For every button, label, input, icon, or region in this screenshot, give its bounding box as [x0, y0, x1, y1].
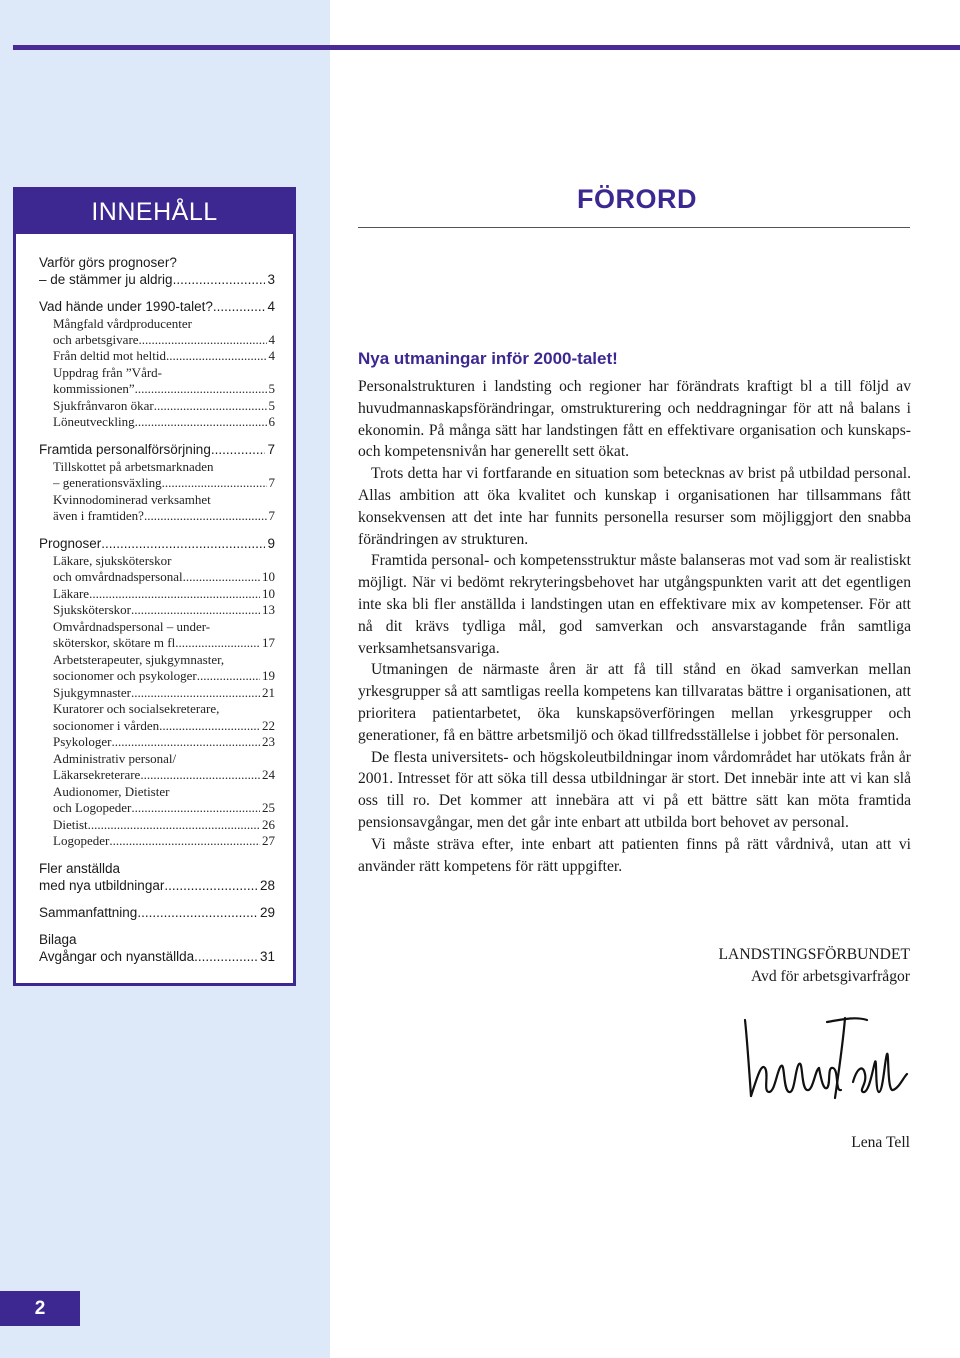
toc-leader-dots [173, 272, 266, 287]
toc-entry [53, 348, 275, 364]
toc-entry [53, 685, 275, 701]
toc-entry [53, 652, 275, 668]
toc-entry [53, 784, 275, 800]
toc-entry-page: 5 [268, 398, 275, 413]
toc-entry-label: Läkarsekreterare [53, 767, 141, 782]
toc-entry-page: 10 [262, 586, 275, 601]
toc-entry [53, 734, 275, 750]
toc-entry-label: – generationsväxling [53, 475, 162, 490]
toc-leader-dots [164, 878, 258, 893]
toc-entry-page: 27 [262, 833, 275, 848]
toc-entry-label: Kvinnodominerad verksamhet [53, 492, 211, 507]
toc-entry-label: kommissionen” [53, 381, 135, 396]
toc-entry-label: Prognoser [39, 536, 102, 551]
toc-entry [53, 475, 275, 491]
toc-entry [39, 272, 275, 287]
toc-entry-label: Uppdrag från ”Vård- [53, 365, 163, 380]
toc-leader-dots [197, 668, 260, 684]
toc-entry-label: och Logopeder [53, 800, 132, 815]
toc-entry-label: Fler anställda [39, 861, 121, 876]
toc-entry [53, 619, 275, 635]
toc-entry-label: Från deltid mot heltid [53, 348, 167, 363]
toc-entry [53, 381, 275, 397]
toc-entry-page: 5 [268, 381, 275, 396]
toc-entry-label: Avgångar och nyanställda [39, 949, 195, 964]
toc-title: INNEHÅLL [16, 190, 293, 234]
toc-entry-page: 9 [267, 536, 275, 551]
toc-entry [53, 635, 275, 651]
toc-entry-label: Psykologer [53, 734, 112, 749]
toc-leader-dots [144, 508, 267, 524]
toc-entry [53, 459, 275, 475]
foreword-subheading: Nya utmaningar inför 2000-talet! [358, 349, 618, 368]
toc-entry [53, 414, 275, 430]
toc-entry [53, 492, 275, 508]
toc-entry-page: 7 [267, 442, 275, 457]
toc-entry [39, 949, 275, 964]
toc-entry-label: Administrativ personal/ [53, 751, 177, 766]
toc-leader-dots [211, 442, 266, 457]
toc-entry [53, 767, 275, 783]
paragraph: Personalstrukturen i landsting och regioner har förändrats kraftigt bl a till följd av huvudmannaskapsförändringar, omstrukturering och neddragningar för att nå balans i ekonomin. På många sätt har landstingen fått en effektivare organisation och kunskaps- och kompetensnivån har generellt sett ökat. [358, 378, 911, 461]
foreword-body [358, 376, 911, 877]
signer-department: Avd för arbetsgivarfrågor [750, 967, 910, 985]
toc-entry-label: Sjukfrånvaron ökar [53, 398, 154, 413]
toc-entry-page: 31 [259, 949, 275, 964]
toc-leader-dots [194, 949, 258, 964]
toc-entry-label: och omvårdnadspersonal [53, 569, 183, 584]
foreword-title: FÖRORD [577, 184, 697, 214]
toc-leader-dots [109, 833, 260, 849]
toc-entry-label: och arbetsgivare [53, 332, 139, 347]
toc-entry-page: 10 [262, 569, 275, 584]
page-number: 2 [0, 1291, 80, 1326]
toc-leader-dots [101, 536, 265, 551]
toc-leader-dots [88, 817, 260, 833]
toc-leader-dots [131, 800, 260, 816]
toc-entry [39, 861, 275, 876]
toc-entry [39, 299, 275, 314]
toc-entry-label: Bilaga [39, 932, 77, 947]
toc-entry [53, 833, 275, 849]
toc-entry [39, 878, 275, 893]
signer-organization: LANDSTINGSFÖRBUNDET [718, 946, 910, 963]
toc-entry [39, 255, 275, 270]
toc-entry [53, 398, 275, 414]
toc-entry-label: Sjuksköterskor [53, 602, 131, 617]
toc-leader-dots [139, 332, 267, 348]
toc-entry [53, 668, 275, 684]
signer-block [719, 944, 910, 987]
toc-leader-dots [213, 299, 266, 314]
toc-entry-page: 21 [262, 685, 275, 700]
toc-entry-label: även i framtiden? [53, 508, 144, 523]
toc-leader-dots [135, 381, 267, 397]
toc-entry [53, 553, 275, 569]
toc-entry-label: Sammanfattning [39, 905, 138, 920]
toc-entry-page: 22 [262, 718, 275, 733]
title-divider [358, 227, 910, 228]
toc-entry [39, 905, 275, 920]
toc-box [13, 187, 296, 986]
toc-entry-label: Arbetsterapeuter, sjukgymnaster, [53, 652, 225, 667]
toc-entry-label: Löneutveckling [53, 414, 135, 429]
toc-entry-label: med nya utbildningar [39, 878, 165, 893]
toc-leader-dots [154, 398, 267, 414]
toc-leader-dots [135, 414, 267, 430]
toc-entry-page: 28 [259, 878, 275, 893]
toc-leader-dots [166, 348, 266, 364]
toc-leader-dots [175, 635, 260, 651]
toc-entry-page: 17 [262, 635, 275, 650]
top-rule [13, 45, 960, 50]
paragraph: Utmaningen de närmaste åren är att få till stånd en ökad samverkan mellan yrkesgrupper så att samtligas reella kompetens kan tillvaratas bättre i organisationen, att prioritera patientarbetet, öka kunskapsöverföringen mellan yrkesgrupper och generationer, få en bättre arbetsmiljö och ökad tillfredsställelse i jobbet för personalen. [358, 661, 911, 744]
toc-entry-page: 29 [259, 905, 275, 920]
toc-entry-label: Varför görs prognoser? [39, 255, 177, 270]
toc-entry [53, 718, 275, 734]
toc-entry [53, 365, 275, 381]
toc-entry-page: 26 [262, 817, 275, 832]
toc-entry [53, 817, 275, 833]
handwritten-signature [735, 1008, 915, 1103]
toc-entry [39, 932, 275, 947]
toc-entry-page: 3 [267, 272, 275, 287]
toc-entry-label: Omvårdnadspersonal – under- [53, 619, 211, 634]
toc-entry [53, 508, 275, 524]
toc-entry [53, 751, 275, 767]
toc-entry [53, 701, 275, 717]
toc-leader-dots [159, 718, 260, 734]
toc-entry [53, 316, 275, 332]
toc-leader-dots [140, 767, 260, 783]
toc-entry-label: Tillskottet på arbetsmarknaden [53, 459, 214, 474]
toc-entry-label: Mångfald vårdproducenter [53, 316, 192, 331]
toc-entry-label: – de stämmer ju aldrig [39, 272, 173, 287]
paragraph: Trots detta har vi fortfarande en situation som betecknas av brist på utbildad personal. Allas ambition att öka kvalitet och kunskap i organisationen har tillsammans fått konsekvensen att det inte har funnits personella resurser som möjliggjort den snabba förändringen av strukturen. [358, 465, 911, 548]
toc-leader-dots [131, 685, 260, 701]
toc-leader-dots [112, 734, 261, 750]
signer-name: Lena Tell [851, 1134, 910, 1151]
toc-entry [53, 332, 275, 348]
toc-entry-page: 13 [262, 602, 275, 617]
toc-entry-page: 6 [268, 414, 275, 429]
toc-leader-dots [162, 475, 267, 491]
paragraph: Framtida personal- och kompetensstruktur måste balanseras mot vad som är realistiskt möjligt. När vi bedömt rekryteringsbehovet har utgångspunkten varit att det egentligen inte ska bli fler anställda i landstingen utan en effektivare mix av kompetenser. För att nå dit krävs tydliga mål, god samverkan och ansvarstagande från samtliga verksamhetsansvariga. [358, 552, 911, 657]
toc-entry [39, 536, 275, 551]
paragraph: Vi måste sträva efter, inte enbart att patienten finns på rätt vårdnivå, utan att vi använder rätt kompetens för rätt uppgifter. [358, 835, 911, 875]
toc-entry-label: Vad hände under 1990-talet? [39, 299, 213, 314]
toc-entry-label: socionomer och psykologer [53, 668, 197, 683]
toc-entry-label: Logopeder [53, 833, 110, 848]
toc-entry [39, 442, 275, 457]
toc-entry-label: socionomer i vården [53, 718, 160, 733]
toc-entry-label: Framtida personalförsörjning [39, 442, 211, 457]
toc-leader-dots [131, 602, 260, 618]
toc-entry-page: 23 [262, 734, 275, 749]
toc-entry-label: Kuratorer och socialsekreterare, [53, 701, 220, 716]
toc-leader-dots [137, 905, 258, 920]
toc-entry-page: 25 [262, 800, 275, 815]
toc-entry-page: 24 [262, 767, 275, 782]
toc-entry [53, 569, 275, 585]
toc-entry-page: 4 [268, 348, 275, 363]
toc-entry-label: Dietist [53, 817, 88, 832]
toc-leader-dots [183, 569, 260, 585]
toc-entry-label: Sjukgymnaster [53, 685, 131, 700]
toc-entry [53, 800, 275, 816]
toc-entry-page: 4 [267, 299, 275, 314]
toc-entry-page: 19 [262, 668, 275, 683]
toc-entry-label: Läkare [53, 586, 90, 601]
paragraph: De flesta universitets- och högskoleutbildningar inom vårdområdet har utökats från år 2001. Intresset för att söka till dessa utbildningar är stort. Det innebär inte att vi kan slå oss till ro. Det kommer att innebära att vi på ett bättre sätt kan möta framtida pensionsavgångar, men det går inte enbart att utbilda bort behovet av personal. [358, 748, 911, 831]
toc-leader-dots [89, 586, 260, 602]
toc-entry-page: 4 [268, 332, 275, 347]
toc-entry [53, 602, 275, 618]
toc-entry-page: 7 [268, 508, 275, 523]
toc-entry-label: Läkare, sjuksköterskor [53, 553, 172, 568]
toc-entry-page: 7 [268, 475, 275, 490]
toc-entry-label: sköterskor, skötare m fl [53, 635, 176, 650]
toc-entry-label: Audionomer, Dietister [53, 784, 170, 799]
toc-entry [53, 586, 275, 602]
